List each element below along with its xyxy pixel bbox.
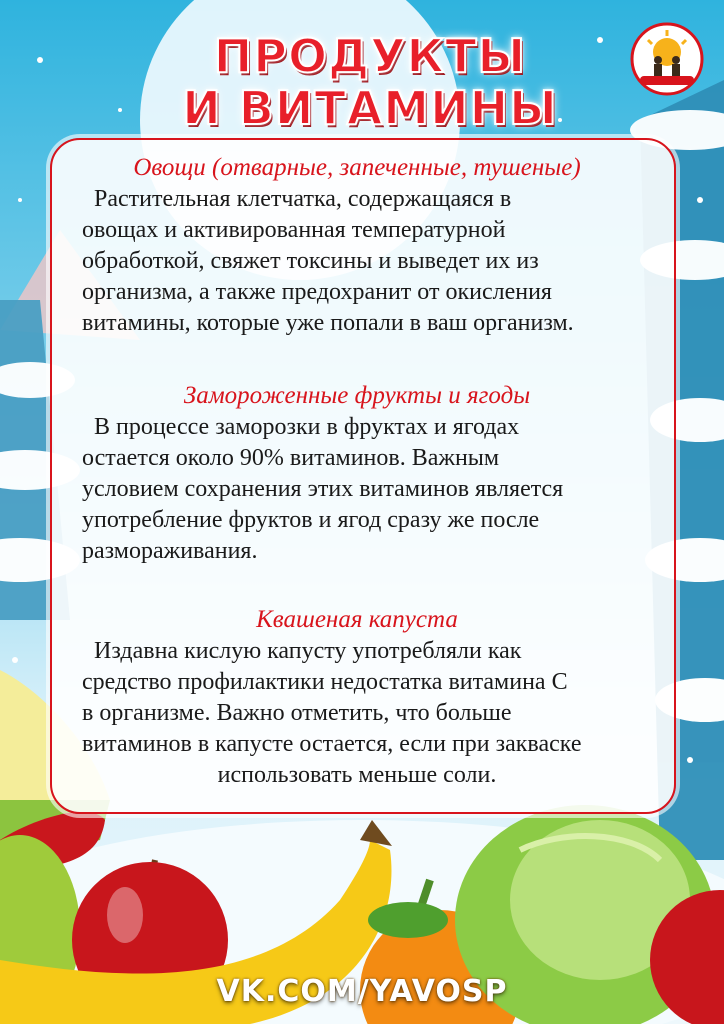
paragraph-line: обработкой, свяжет токсины и выведет их из [82,248,539,274]
vk-link[interactable]: VK.COM/YAVOSP [216,974,508,1009]
title-line-1: ПРОДУКТЫ [213,29,527,83]
paragraph-line: средство профилактики недостатка витамина С [82,669,568,695]
title-line-2: И ВИТАМИНЫ [182,81,558,135]
section-heading: Овощи (отварные, запеченные, тушеные) [133,154,581,181]
section-frozen-fruits [82,380,632,567]
paragraph-line: организма, а также предохранит от окисления [82,279,552,305]
paragraph-line: витаминов в капусте остается, если при закваске [82,731,582,757]
paragraph-line: Издавна кислую капусту употребляли как [94,638,522,664]
section-heading: Квашеная капуста [256,606,458,633]
paragraph-line: условием сохранения этих витаминов является [82,476,564,502]
section-sauerkraut [82,604,632,791]
paragraph-line: употребление фруктов и ягод сразу же после [82,507,540,533]
paragraph-line: использовать меньше соли. [217,762,497,788]
paragraph-line: в организме. Важно отметить, что больше [82,700,512,726]
paragraph-line: овощах и активированная температурной [82,217,506,243]
section-heading: Замороженные фрукты и ягоды [183,382,531,409]
paragraph-line: остается около 90% витаминов. Важным [82,445,500,471]
family-sun-logo-icon [630,22,704,96]
paragraph-line: размораживания. [82,538,258,564]
paragraph-line: Растительная клетчатка, содержащаяся в [94,186,512,212]
paragraph-line: В процессе заморозки в фруктах и ягодах [94,414,520,440]
section-vegetables [82,152,632,339]
paragraph-line: витамины, которые уже попали в ваш организм. [82,310,574,336]
